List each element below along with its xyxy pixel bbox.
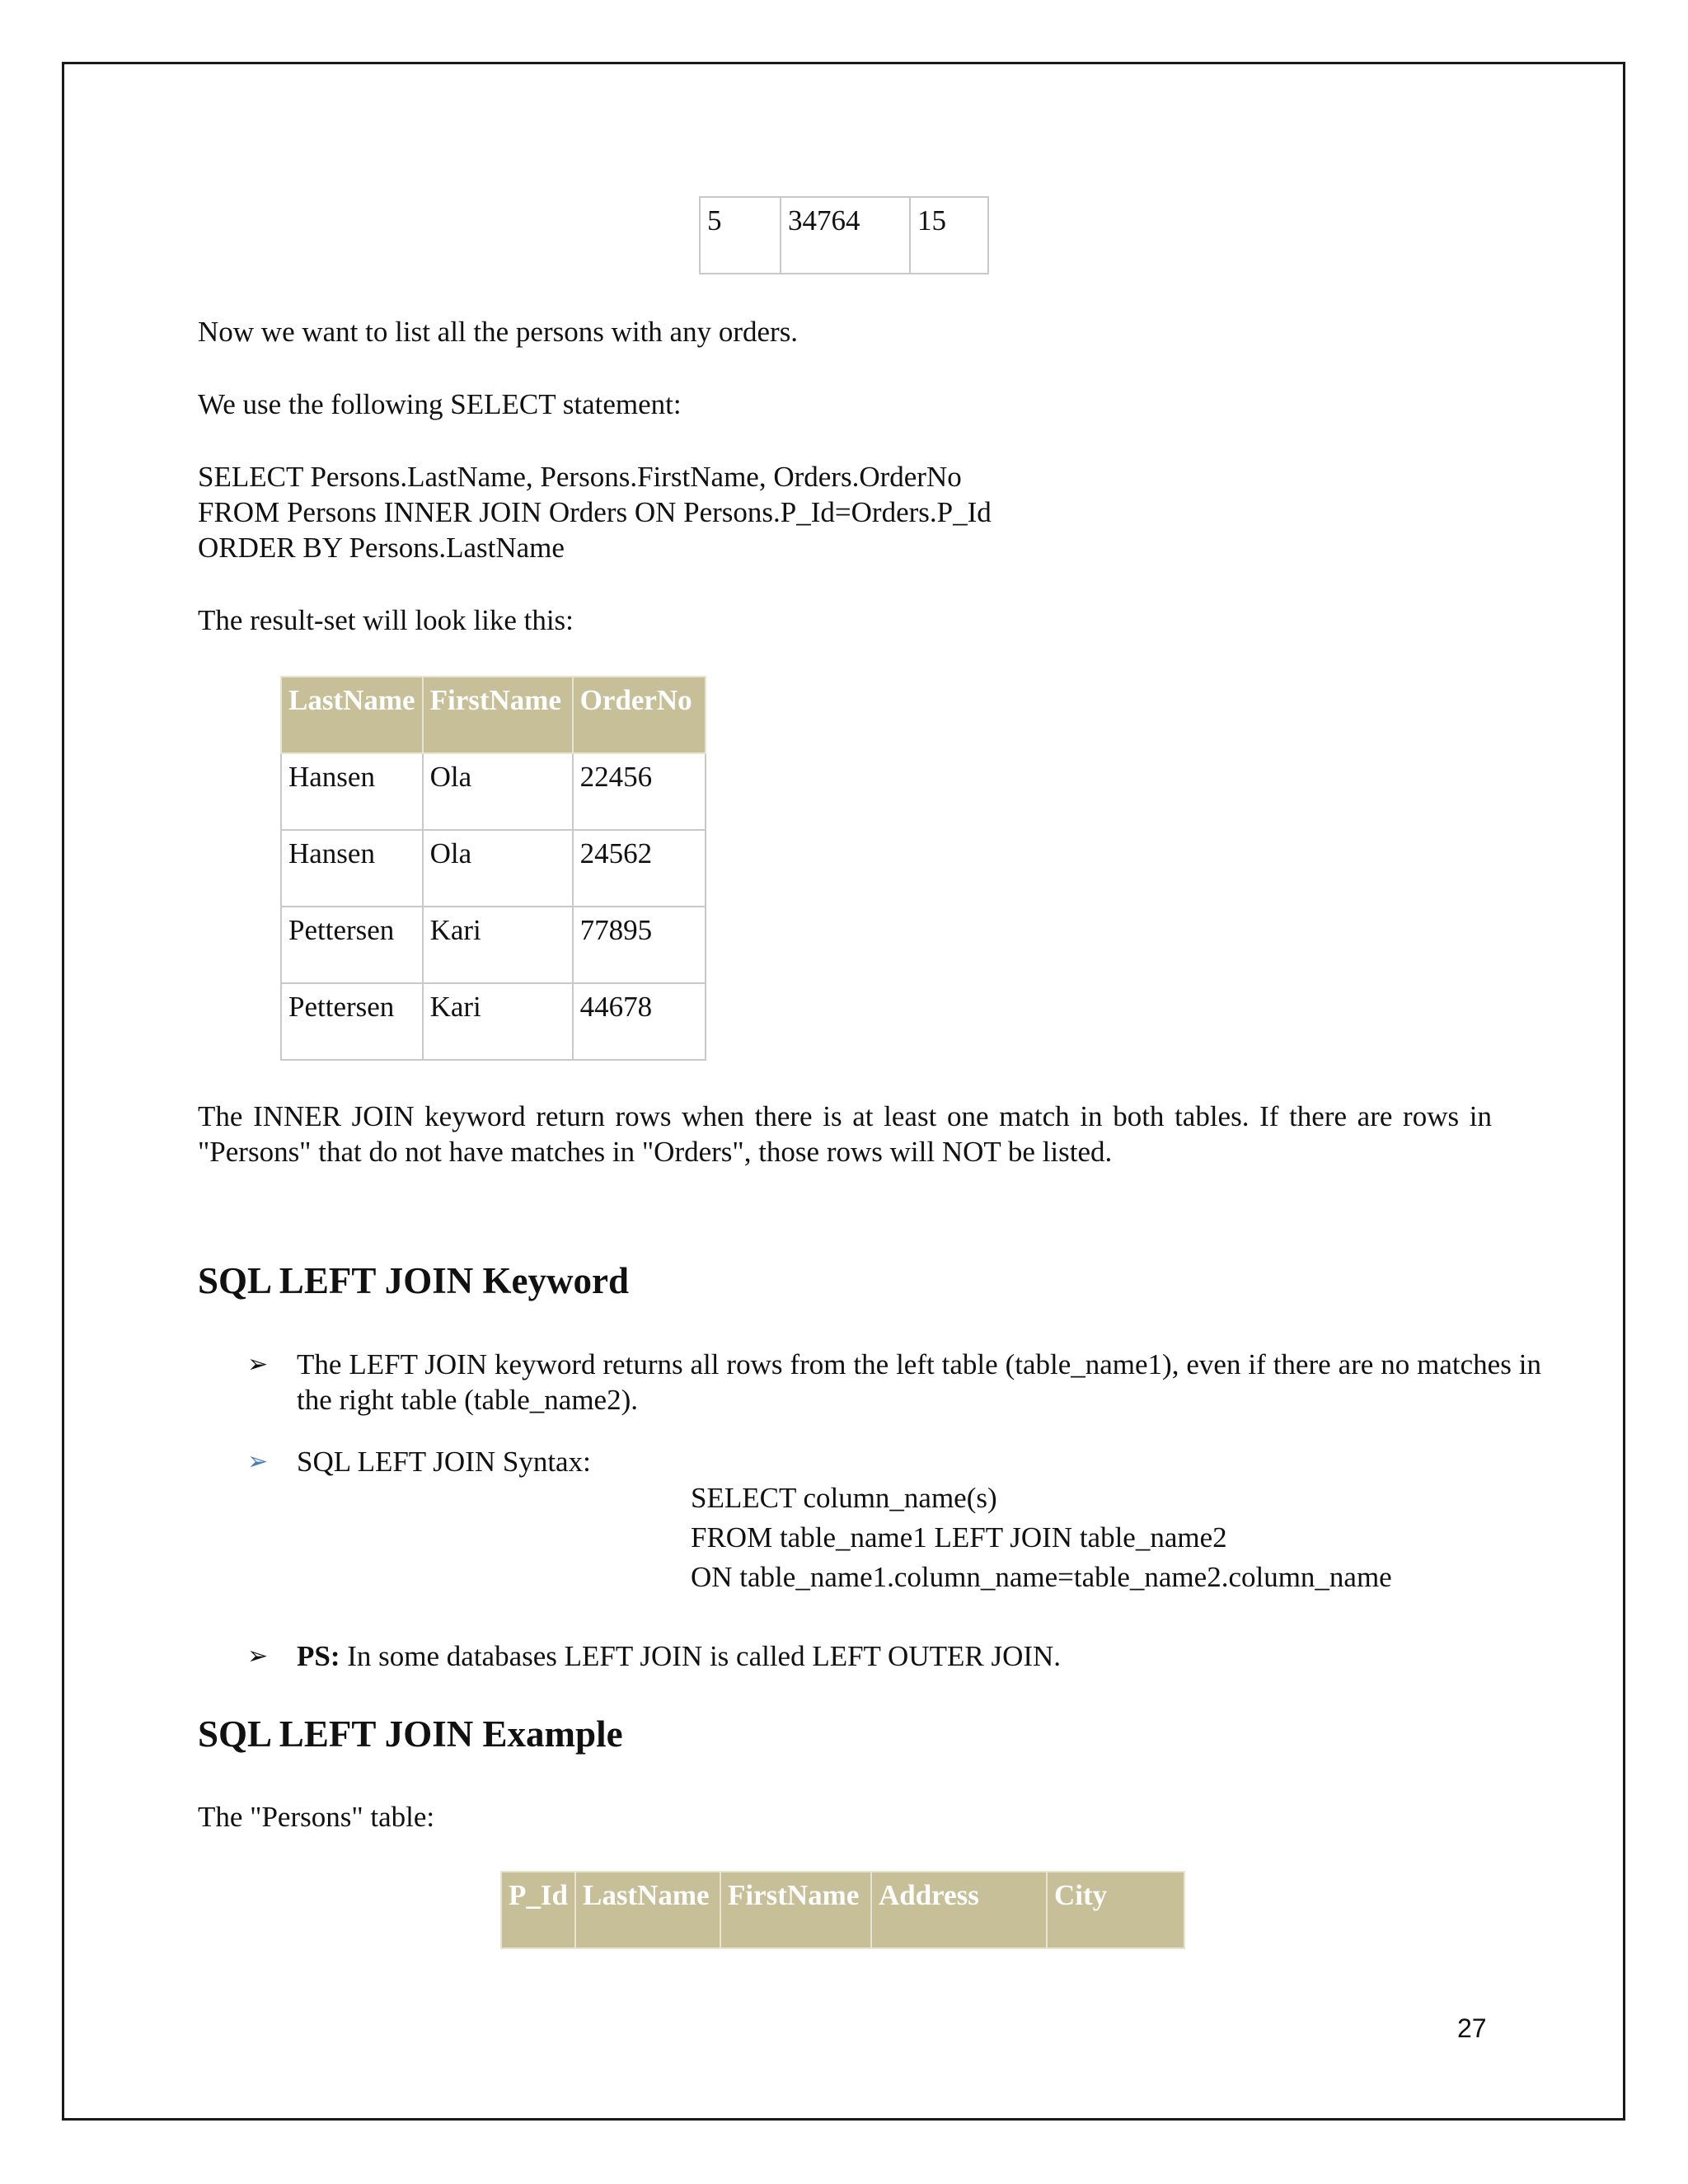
table-row [281, 983, 706, 1060]
section-heading-left-join-example: SQL LEFT JOIN Example [198, 1713, 623, 1755]
table-cell: 5 [700, 197, 781, 274]
table-header-cell: LastName [281, 677, 423, 753]
table-cell: Ola [423, 830, 573, 907]
table-cell: Pettersen [281, 983, 423, 1060]
table-header-cell: FirstName [423, 677, 573, 753]
table-cell: 77895 [573, 907, 706, 983]
paragraph-persons-intro: The "Persons" table: [198, 1801, 435, 1833]
table-cell: Hansen [281, 830, 423, 907]
ps-label: PS: [297, 1640, 340, 1672]
arrow-bullet-icon: ➢ [247, 1642, 269, 1671]
sql-line: ORDER BY Persons.LastName [198, 532, 565, 564]
persons-table [500, 1871, 1185, 1949]
syntax-line: SELECT column_name(s) [691, 1482, 997, 1514]
top-table [699, 196, 989, 274]
table-header-cell: Address [871, 1872, 1047, 1948]
page-number: 27 [1457, 2013, 1487, 2043]
paragraph-select-intro: We use the following SELECT statement: [198, 388, 682, 420]
paragraph-inner-join-explanation: The INNER JOIN keyword return rows when there is at least one match in both tables. If there are rows in "Persons" that do not have matches in "Orders", those rows will NOT be listed. [198, 1100, 1492, 1168]
table-cell: Kari [423, 907, 573, 983]
syntax-line: FROM table_name1 LEFT JOIN table_name2 [691, 1521, 1227, 1554]
table-header-cell: LastName [575, 1872, 720, 1948]
table-header-cell: FirstName [720, 1872, 871, 1948]
bullet-text: The LEFT JOIN keyword returns all rows from the left table (table_name1), even if there are no matches in the right table (table_name2). [297, 1348, 1541, 1416]
result-table [280, 676, 706, 1061]
sql-inner-join-statement [198, 459, 992, 565]
table-header-row [281, 677, 706, 753]
sql-line: FROM Persons INNER JOIN Orders ON Persons.P_Id=Orders.P_Id [198, 496, 992, 528]
table-cell: Kari [423, 983, 573, 1060]
sql-line: SELECT Persons.LastName, Persons.FirstName, Orders.OrderNo [198, 461, 962, 493]
bullet-item [247, 1638, 1541, 1675]
table-cell: 34764 [781, 197, 910, 274]
arrow-bullet-icon: ➢ [247, 1350, 269, 1379]
table-cell: 44678 [573, 983, 706, 1060]
table-header-cell: P_Id [501, 1872, 575, 1948]
table-row [281, 830, 706, 907]
syntax-line: ON table_name1.column_name=table_name2.column_name [691, 1561, 1392, 1593]
bullet-item [247, 1444, 1541, 1481]
bullet-item [247, 1347, 1541, 1421]
table-cell: 15 [910, 197, 988, 274]
table-cell: Ola [423, 753, 573, 830]
table-row [700, 197, 988, 274]
table-cell: 24562 [573, 830, 706, 907]
arrow-bullet-icon: ➢ [247, 1447, 269, 1476]
left-join-syntax [691, 1479, 1392, 1597]
paragraph-result-intro: The result-set will look like this: [198, 604, 574, 636]
table-header-cell: City [1047, 1872, 1184, 1948]
table-cell: 22456 [573, 753, 706, 830]
bullet-text [297, 1638, 1541, 1674]
table-row [281, 753, 706, 830]
paragraph-intro: Now we want to list all the persons with any orders. [198, 316, 799, 348]
table-row [281, 907, 706, 983]
ps-text: In some databases LEFT JOIN is called LEFT OUTER JOIN. [340, 1640, 1062, 1672]
table-header-cell: OrderNo [573, 677, 706, 753]
table-cell: Hansen [281, 753, 423, 830]
table-header-row [501, 1872, 1184, 1948]
table-cell: Pettersen [281, 907, 423, 983]
bullet-text: SQL LEFT JOIN Syntax: [297, 1446, 591, 1478]
section-heading-left-join-keyword: SQL LEFT JOIN Keyword [198, 1260, 630, 1301]
